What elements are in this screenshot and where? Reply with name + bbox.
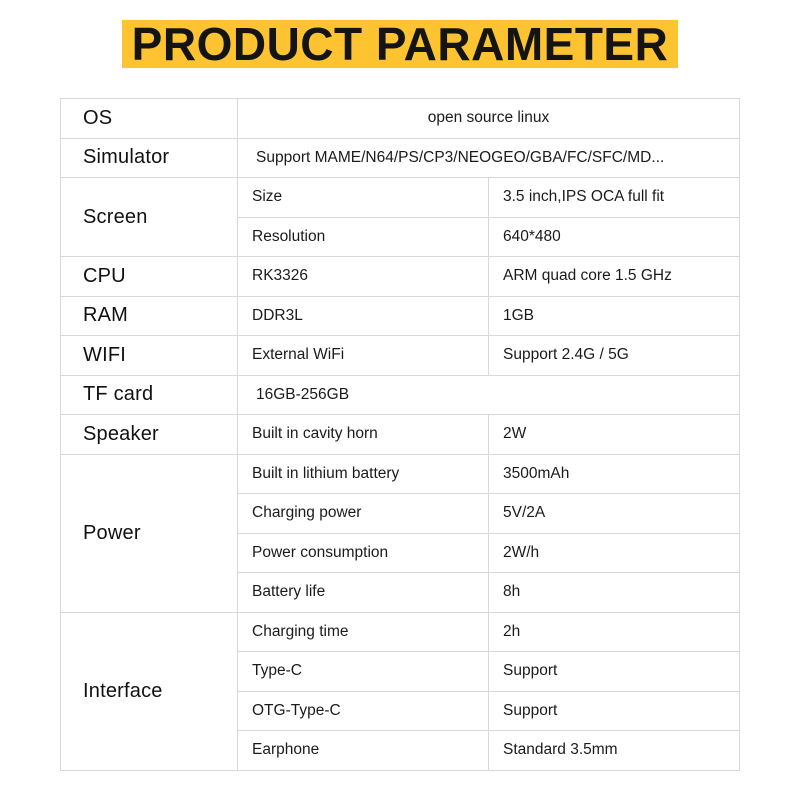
spec-value: open source linux (238, 99, 740, 139)
table-row (61, 454, 740, 494)
spec-value: Standard 3.5mm (489, 731, 740, 771)
spec-value: Support (489, 691, 740, 731)
spec-value: Support (489, 652, 740, 692)
page-title-area (60, 0, 740, 88)
spec-subitem: Battery life (238, 573, 489, 613)
spec-value: 640*480 (489, 217, 740, 257)
spec-label: CPU (61, 257, 238, 297)
spec-table (60, 98, 740, 771)
spec-value: 3500mAh (489, 454, 740, 494)
spec-value: 1GB (489, 296, 740, 336)
spec-value: Support MAME/N64/PS/CP3/NEOGEO/GBA/FC/SFC/MD... (238, 138, 740, 178)
table-row (61, 612, 740, 652)
spec-label: Power (61, 454, 238, 612)
spec-subitem: Type-C (238, 652, 489, 692)
table-row (61, 375, 740, 415)
spec-value: 16GB-256GB (238, 375, 740, 415)
spec-value: 3.5 inch,IPS OCA full fit (489, 178, 740, 218)
spec-subitem: Built in cavity horn (238, 415, 489, 455)
spec-value: ARM quad core 1.5 GHz (489, 257, 740, 297)
table-row (61, 336, 740, 376)
table-row (61, 257, 740, 297)
spec-value: 5V/2A (489, 494, 740, 534)
spec-label: Interface (61, 612, 238, 770)
table-row (61, 178, 740, 218)
spec-value: 8h (489, 573, 740, 613)
spec-value: Support 2.4G / 5G (489, 336, 740, 376)
spec-subitem: DDR3L (238, 296, 489, 336)
spec-subitem: Charging time (238, 612, 489, 652)
spec-label: WIFI (61, 336, 238, 376)
spec-value: 2W/h (489, 533, 740, 573)
spec-subitem: Power consumption (238, 533, 489, 573)
spec-subitem: Earphone (238, 731, 489, 771)
spec-label: Simulator (61, 138, 238, 178)
spec-value: 2h (489, 612, 740, 652)
spec-subitem: Charging power (238, 494, 489, 534)
spec-subitem: Size (238, 178, 489, 218)
spec-label: TF card (61, 375, 238, 415)
spec-subitem: RK3326 (238, 257, 489, 297)
spec-label: Screen (61, 178, 238, 257)
table-row (61, 99, 740, 139)
spec-subitem: OTG-Type-C (238, 691, 489, 731)
spec-value: 2W (489, 415, 740, 455)
table-row (61, 296, 740, 336)
spec-subitem: Resolution (238, 217, 489, 257)
table-row (61, 138, 740, 178)
spec-subitem: External WiFi (238, 336, 489, 376)
spec-table-body (61, 99, 740, 771)
spec-label: Speaker (61, 415, 238, 455)
page-title: PRODUCT PARAMETER (131, 18, 669, 70)
spec-label: RAM (61, 296, 238, 336)
spec-label: OS (61, 99, 238, 139)
table-row (61, 415, 740, 455)
spec-subitem: Built in lithium battery (238, 454, 489, 494)
